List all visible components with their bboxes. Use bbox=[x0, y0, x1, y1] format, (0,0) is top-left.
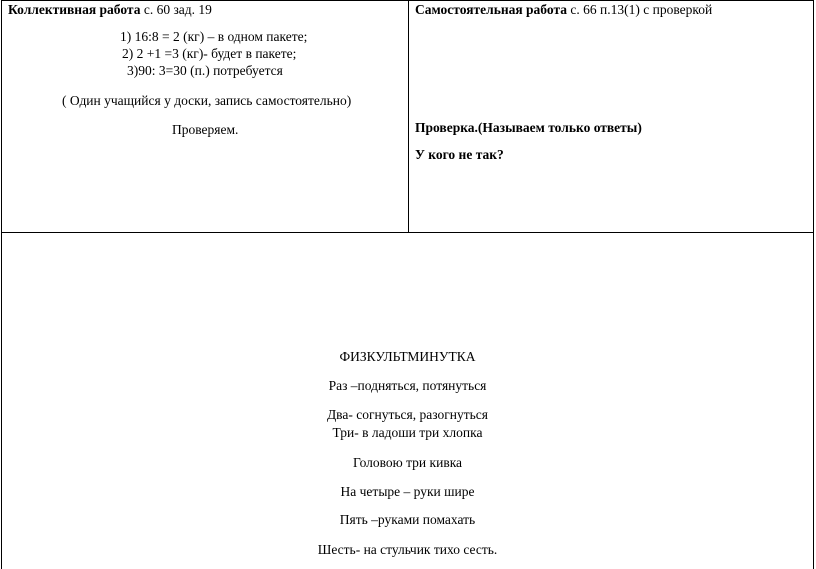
solution-step-3: 3)90: 3=30 (п.) потребуется bbox=[127, 63, 283, 78]
who-is-wrong-question: У кого не так? bbox=[415, 147, 504, 162]
collective-work-cell bbox=[2, 0, 409, 233]
exercise-line-6: Пять –руками помахать bbox=[339, 512, 476, 527]
collective-work-title-rest: с. 60 зад. 19 bbox=[140, 2, 212, 17]
independent-work-title bbox=[415, 2, 712, 18]
lesson-plan-table bbox=[1, 0, 814, 569]
exercise-heading: ФИЗКУЛЬТМИНУТКА bbox=[339, 349, 476, 364]
answer-check-line: Проверка.(Называем только ответы) bbox=[415, 120, 642, 135]
solution-step-1: 1) 16:8 = 2 (кг) – в одном пакете; bbox=[120, 29, 308, 44]
exercise-line-1: Раз –подняться, потянуться bbox=[328, 378, 487, 393]
solution-step-2: 2) 2 +1 =3 (кг)- будет в пакете; bbox=[122, 46, 297, 61]
collective-work-title-bold: Коллективная работа bbox=[8, 2, 141, 17]
exercise-line-4: Головою три кивка bbox=[352, 455, 463, 470]
exercise-line-5: На четыре – руки шире bbox=[340, 484, 475, 499]
board-note: ( Один учащийся у доски, запись самостоятельно) bbox=[62, 93, 352, 108]
independent-work-cell bbox=[409, 0, 813, 233]
collective-work-title bbox=[8, 2, 212, 18]
exercise-line-3: Три- в ладоши три хлопка bbox=[332, 425, 483, 440]
exercise-line-7: Шесть- на стульчик тихо сесть. bbox=[317, 542, 498, 557]
independent-work-title-bold: Самостоятельная работа bbox=[415, 2, 568, 17]
independent-work-title-rest: с. 66 п.13(1) с проверкой bbox=[567, 2, 713, 17]
exercise-line-2: Два- согнуться, разогнуться bbox=[326, 407, 489, 422]
check-label: Проверяем. bbox=[172, 122, 239, 137]
